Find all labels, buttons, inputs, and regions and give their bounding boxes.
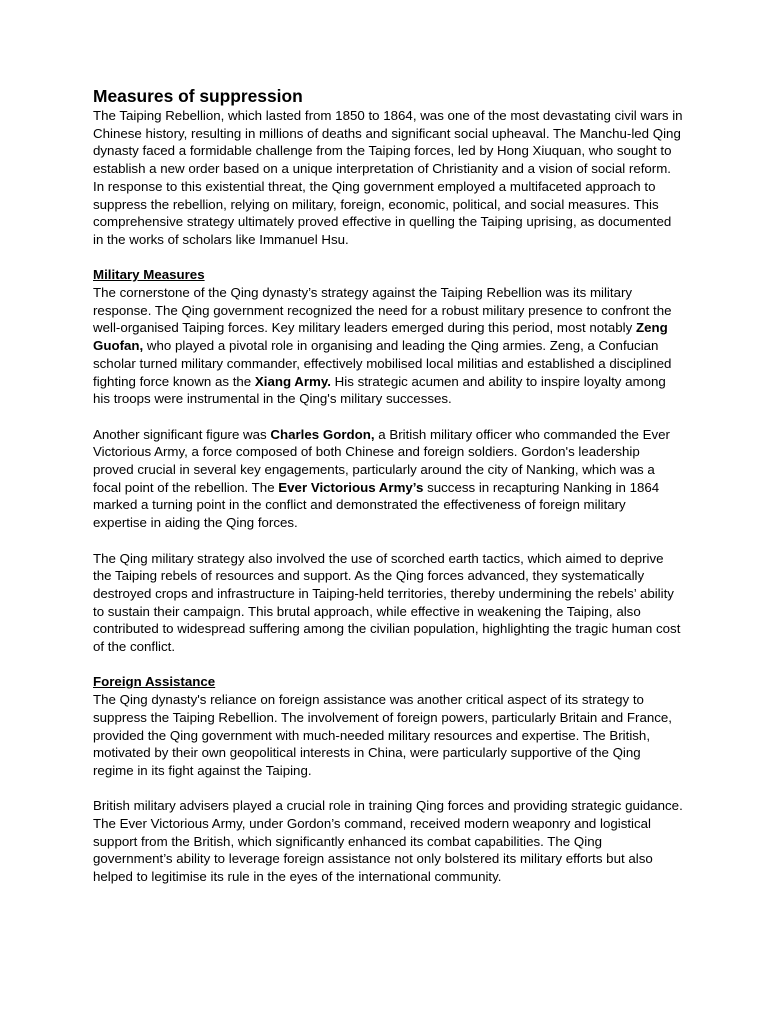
paragraph-spacer: [93, 249, 683, 267]
section-heading-military: Military Measures: [93, 267, 205, 283]
bold-name-xiang-army: Xiang Army.: [254, 373, 331, 389]
page-title: Measures of suppression: [93, 86, 303, 106]
intro-paragraph: The Taiping Rebellion, which lasted from 1850 to 1864, was one of the most devastating civil wars in Chinese history, resulting in millions of deaths and significant social upheaval. The Manchu-led Qing dynasty faced a formidable challenge from the Taiping forces, led by Hong Xiuquan, who sought to establish a new order based on a unique interpretation of Christianity and a vision of social reform. In response to this existential threat, the Qing government employed a multifaceted approach to suppress the rebellion, relying on military, foreign, economic, political, and social measures. This comprehensive strategy ultimately proved effective in quelling the Taiping uprising, as documented in the works of scholars like Immanuel Hsu.: [93, 108, 683, 247]
bold-name-ever-victorious-army: Ever Victorious Army’s: [278, 479, 424, 495]
text-run: His strategic acumen and ability to inspire loyalty among his troops were instrumental in the Qing's military successes.: [93, 373, 666, 407]
paragraph-spacer: [93, 656, 683, 674]
text-run: Another significant figure was: [93, 426, 271, 442]
paragraph-spacer: [93, 532, 683, 550]
bold-name-zeng-guofan: Zeng Guofan,: [93, 320, 668, 354]
text-run: who played a pivotal role in organising and leading the Qing armies. Zeng, a Confucian scholar turned military commander, effectively mobilised local militias and established a disciplined fighting force known as the: [93, 338, 672, 389]
paragraph-spacer: [93, 408, 683, 426]
text-run: success in recapturing Nanking in 1864 marked a turning point in the conflict and demonstrated the effectiveness of foreign military expertise in aiding the Qing forces.: [93, 479, 660, 531]
military-paragraph-3: The Qing military strategy also involved the use of scorched earth tactics, which aimed to deprive the Taiping rebels of resources and support. As the Qing forces advanced, they systematically destroyed crops and infrastructure in Taiping-held territories, thereby undermining the rebels’ ability to sustain their campaign. This brutal approach, while effective in weakening the Taiping, also contributed to widespread suffering among the civilian population, highlighting the tragic human cost of the conflict.: [93, 550, 681, 655]
text-run: The cornerstone of the Qing dynasty’s strategy against the Taiping Rebellion was its military response. The Qing government recognized the need for a robust military presence to confront the well-organised Taiping forces. Key military leaders emerged during this period, most notably: [93, 285, 672, 336]
military-paragraph-2: [93, 426, 683, 532]
document-page: [93, 86, 683, 886]
foreign-paragraph-1: The Qing dynasty's reliance on foreign assistance was another critical aspect of its strategy to suppress the Taiping Rebellion. The involvement of foreign powers, particularly Britain and France, provided the Qing government with much-needed military resources and expertise. The British, motivated by their own geopolitical interests in China, were particularly supportive of the Qing regime in its fight against the Taiping.: [93, 692, 672, 778]
text-run: a British military officer who commanded the Ever Victorious Army, a force composed of both Chinese and foreign soldiers. Gordon's leadership proved crucial in several key engagements, particularly around the city of Nanking, which was a focal point of the rebellion. The: [93, 426, 670, 495]
section-heading-foreign: Foreign Assistance: [93, 674, 216, 690]
foreign-paragraph-2: British military advisers played a crucial role in training Qing forces and providing strategic guidance. The Ever Victorious Army, under Gordon’s command, received modern weaponry and logistical support from the British, which significantly enhanced its combat capabilities. The Qing government’s ability to leverage foreign assistance not only bolstered its military efforts but also helped to legitimise its rule in the eyes of the international community.: [93, 798, 683, 885]
paragraph-spacer: [93, 780, 683, 798]
military-paragraph-1: [93, 284, 683, 408]
bold-name-charles-gordon: Charles Gordon,: [270, 426, 375, 442]
